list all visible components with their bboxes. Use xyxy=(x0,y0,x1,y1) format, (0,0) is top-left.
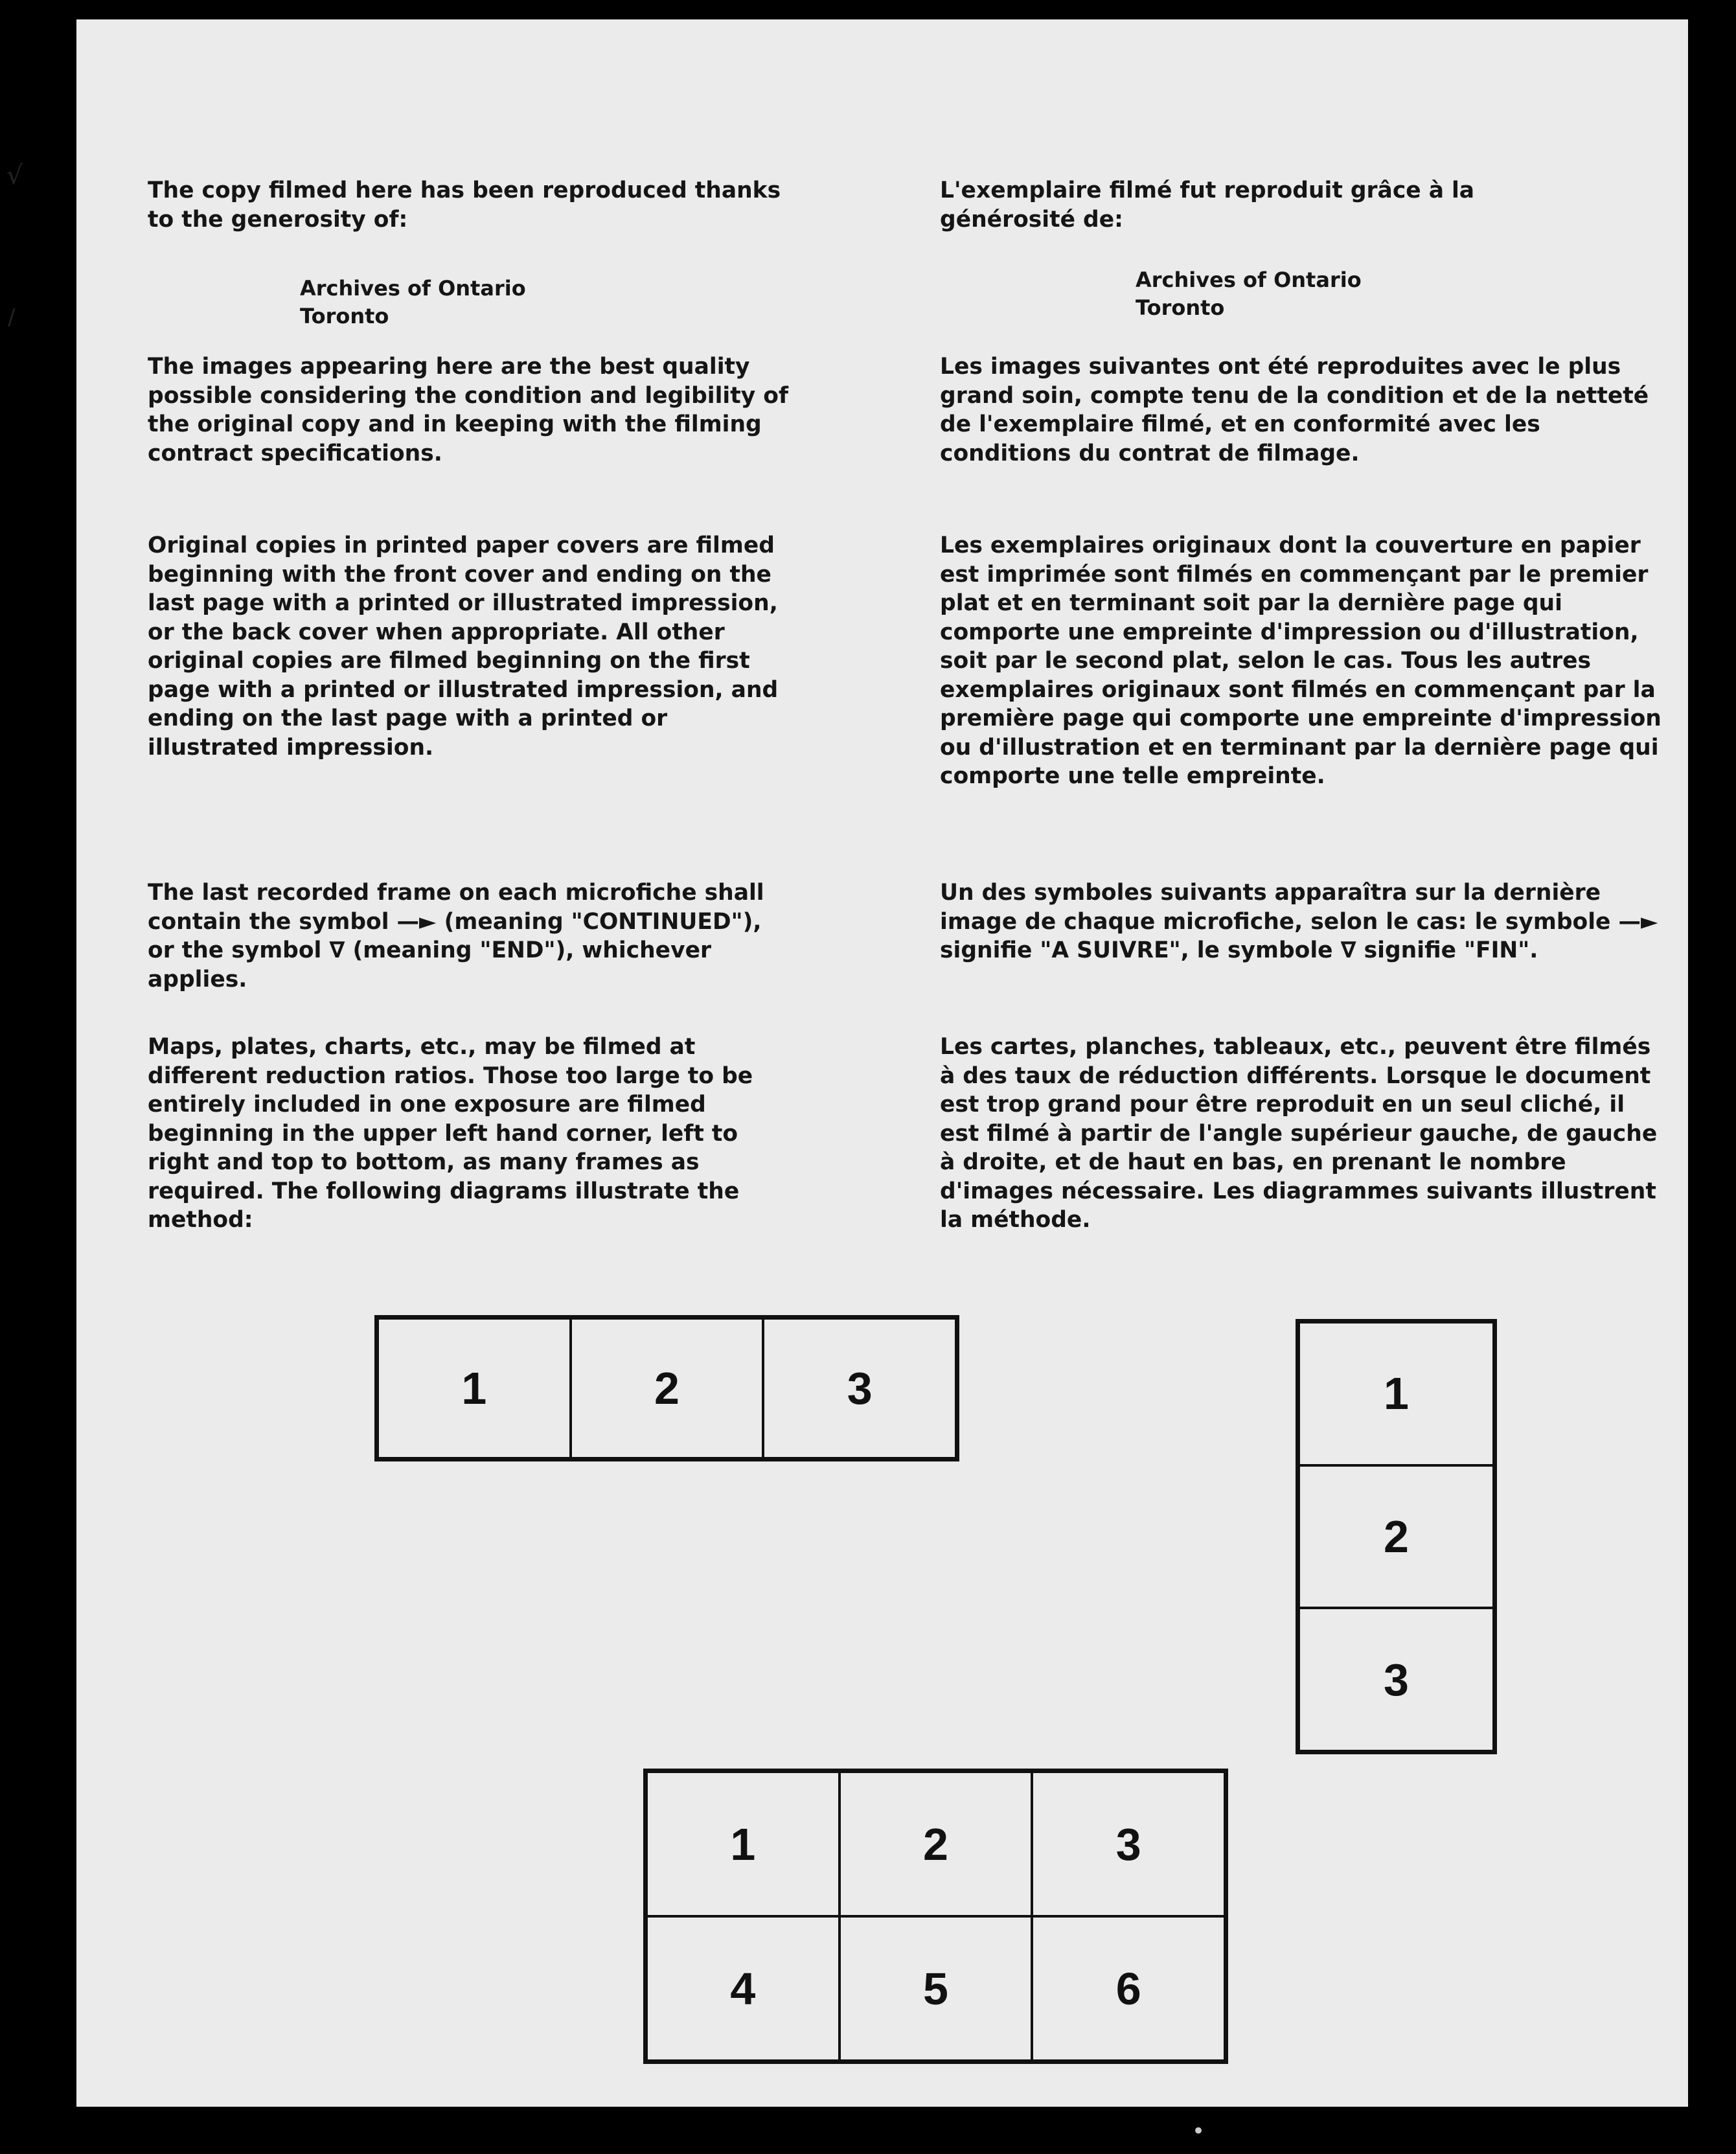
en-symbols-paragraph: The last recorded frame on each microfiche shall contain the symbol —► (meaning "CONTINUED"), or the symbol ∇ (meaning "END"), whichever applies. xyxy=(148,880,764,992)
frame-cell: 1 xyxy=(378,1318,571,1458)
frame-cell: 1 xyxy=(1299,1322,1494,1465)
frame-cell: 2 xyxy=(1299,1465,1494,1609)
frame-cell: 3 xyxy=(763,1318,956,1458)
fr-covers-block xyxy=(940,531,1662,791)
frame-cell: 3 xyxy=(1299,1608,1494,1751)
frame-cell: 2 xyxy=(571,1318,764,1458)
en-archive-block xyxy=(300,275,526,330)
fr-archive-block xyxy=(1136,266,1362,322)
frame-cell: 4 xyxy=(646,1916,839,2061)
en-quality-block xyxy=(148,352,795,468)
fr-archive-name: Archives of Ontario xyxy=(1136,268,1362,292)
vertical-frame-diagram xyxy=(1296,1319,1497,1754)
frame-cell: 5 xyxy=(839,1916,1033,2061)
frame-cell: 3 xyxy=(1032,1772,1225,1916)
frame-cell: 6 xyxy=(1032,1916,1225,2061)
fr-archive-city: Toronto xyxy=(1136,295,1225,320)
fr-maps-paragraph: Les cartes, planches, tableaux, etc., peuvent être filmés à des taux de réduction différents. Lorsque le document est trop grand pour être reproduit en un seul cliché, il est filmé à partir de l'angle supérieur gauche, de gauche à droite, et de haut en bas, en prenant le nombre d'images nécessaire. Les diagrammes suivants illustrent la méthode. xyxy=(940,1034,1658,1233)
fr-quality-block xyxy=(940,352,1662,468)
en-covers-paragraph: Original copies in printed paper covers are filmed beginning with the front cover and ending on the last page with a printed or illustrated impression, or the back cover when appropriate. All other original copies are filmed beginning on the first page with a printed or illustrated impression, and ending on the last page with a printed or illustrated impression. xyxy=(148,533,779,761)
horizontal-frame-diagram xyxy=(374,1315,959,1461)
fr-maps-block xyxy=(940,1033,1662,1235)
en-covers-block xyxy=(148,531,795,762)
en-maps-paragraph: Maps, plates, charts, etc., may be filmed at different reduction ratios. Those too large to be entirely included in one exposure are filmed beginning in the upper left hand corner, left to right and top to bottom, as many frames as required. The following diagrams illustrate the method: xyxy=(148,1034,753,1233)
frame-cell: 2 xyxy=(839,1772,1033,1916)
fr-symbols-block xyxy=(940,878,1662,965)
margin-tick-mark: √ xyxy=(6,161,23,190)
en-symbols-block xyxy=(148,878,795,994)
en-quality-paragraph: The images appearing here are the best quality possible considering the condition and legibility of the original copy and in keeping with the filming contract specifications. xyxy=(148,354,788,466)
english-column xyxy=(148,176,795,234)
bottom-dot-mark: • xyxy=(1192,2118,1205,2144)
en-maps-block xyxy=(148,1033,795,1235)
fr-quality-paragraph: Les images suivantes ont été reproduites avec le plus grand soin, compte tenu de la condition et de la netteté de l'exemplaire filmé, et en conformité avec les conditions du contrat de filmage. xyxy=(940,354,1649,466)
en-archive-name: Archives of Ontario xyxy=(300,276,526,301)
margin-slash-mark: / xyxy=(8,304,16,330)
en-acknowledgement-paragraph: The copy filmed here has been reproduced thanks to the generosity of: xyxy=(148,178,781,233)
frame-cell: 1 xyxy=(646,1772,839,1916)
grid-frame-diagram xyxy=(643,1769,1228,2064)
fr-covers-paragraph: Les exemplaires originaux dont la couverture en papier est imprimée sont filmés en commençant par le premier plat et en terminant soit par la dernière page qui comporte une empreinte d'impression ou d'illustration, soit par le second plat, selon le cas. Tous les autres exemplaires originaux sont filmés en commençant par la première page qui comporte une empreinte d'impression ou d'illustration et en terminant par la dernière page qui comporte une telle empreinte. xyxy=(940,533,1662,789)
en-archive-city: Toronto xyxy=(300,304,389,328)
fr-symbols-paragraph: Un des symboles suivants apparaîtra sur la dernière image de chaque microfiche, selon le cas: le symbole —► signifie "A SUIVRE", le symbole ∇ signifie "FIN". xyxy=(940,880,1658,963)
french-column xyxy=(940,176,1588,234)
fr-acknowledgement-paragraph: L'exemplaire filmé fut reproduit grâce à la générosité de: xyxy=(940,178,1475,233)
